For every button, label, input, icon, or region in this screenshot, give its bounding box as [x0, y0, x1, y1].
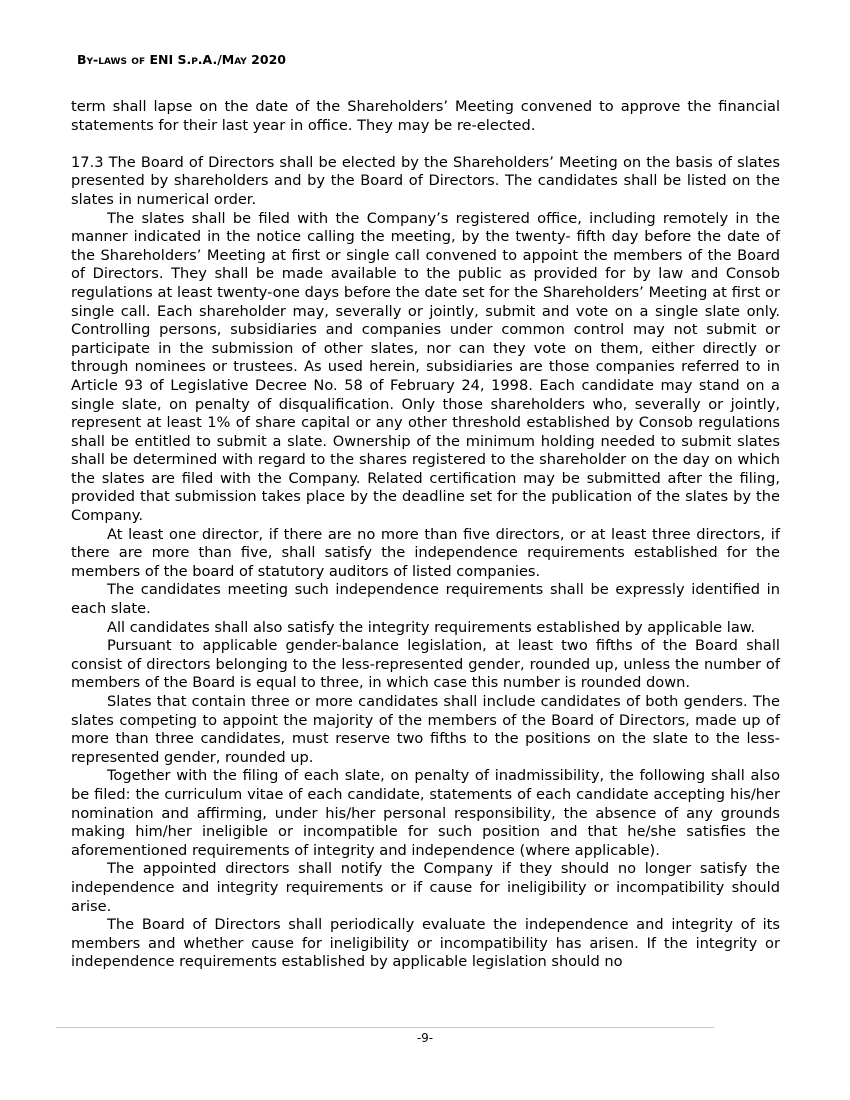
- paragraph: Together with the filing of each slate, on penalty of inadmissibility, the following shall also be filed: the curriculum vitae of each candidate, statements of each candidate accepting his/her nomination and affirming, under his/her personal responsibility, the absence of any grounds making him/her ineligible or incompatible for such position and that he/she satisfies the aforementioned requirements of integrity and independence (where applicable).: [71, 767, 780, 859]
- paragraph: The appointed directors shall notify the Company if they should no longer satisfy the independence and integrity requirements or if cause for ineligibility or incompatibility should arise.: [71, 860, 780, 915]
- paragraph: At least one director, if there are no more than five directors, or at least three directors, if there are more than five, shall satisfy the independence requirements established for the members of the board of statutory auditors of listed companies.: [71, 525, 780, 580]
- paragraph: The candidates meeting such independence requirements shall be expressly identified in each slate.: [71, 581, 780, 618]
- footer-rule: [56, 1027, 714, 1028]
- body-text: [71, 98, 780, 972]
- paragraph: Pursuant to applicable gender-balance legislation, at least two fifths of the Board shall consist of directors belonging to the less-represented gender, rounded up, unless the number of members of the Board is equal to three, in which case this number is rounded down.: [71, 637, 780, 692]
- paragraph: term shall lapse on the date of the Shareholders’ Meeting convened to approve the financial statements for their last year in office. They may be re-elected.: [71, 98, 780, 134]
- header-title: By-laws of ENI S.p.A./May 2020: [77, 52, 286, 67]
- paragraph: The Board of Directors shall periodically evaluate the independence and integrity of its members and whether cause for ineligibility or incompatibility has arisen. If the integrity or independence requirements established by applicable legislation should no: [71, 916, 780, 971]
- paragraph: Slates that contain three or more candidates shall include candidates of both genders. The slates competing to appoint the majority of the members of the Board of Directors, made up of more than three candidates, must reserve two fifths to the positions on the slate to the less-represented gender, rounded up.: [71, 693, 780, 766]
- running-header: [77, 52, 286, 67]
- page-number: -9-: [416, 1031, 434, 1045]
- paragraph: All candidates shall also satisfy the integrity requirements established by applicable law.: [107, 618, 756, 636]
- paragraph: The slates shall be filed with the Company’s registered office, including remotely in the manner indicated in the notice calling the meeting, by the twenty- fifth day before the date of the Shareholders’ Meeting at first or single call convened to appoint the members of the Board of Directors. They shall be made available to the public as provided for by law and Consob regulations at least twenty-one days before the date set for the Shareholders’ Meeting at first or single call. Each shareholder may, severally or jointly, submit and vote on a single slate only. Controlling persons, subsidiaries and companies under common control may not submit or participate in the submission of other slates, nor can they vote on them, either directly or through nominees or trustees. As used herein, subsidiaries are those companies referred to in Article 93 of Legislative Decree No. 58 of February 24, 1998. Each candidate may stand on a single slate, on penalty of disqualification. Only those shareholders who, severally or jointly, represent at least 1% of share capital or any other threshold established by Consob regulations shall be entitled to submit a slate. Ownership of the minimum holding needed to submit slates shall be determined with regard to the shares registered to the shareholder on the day on which the slates are filed with the Company. Related certification may be submitted after the filing, provided that submission takes place by the deadline set for the publication of the slates by the Company.: [71, 209, 780, 525]
- paragraph-section-17-3: 17.3 The Board of Directors shall be elected by the Shareholders’ Meeting on the basis of slates presented by shareholders and by the Board of Directors. The candidates shall be listed on the slates in numerical order.: [71, 153, 780, 208]
